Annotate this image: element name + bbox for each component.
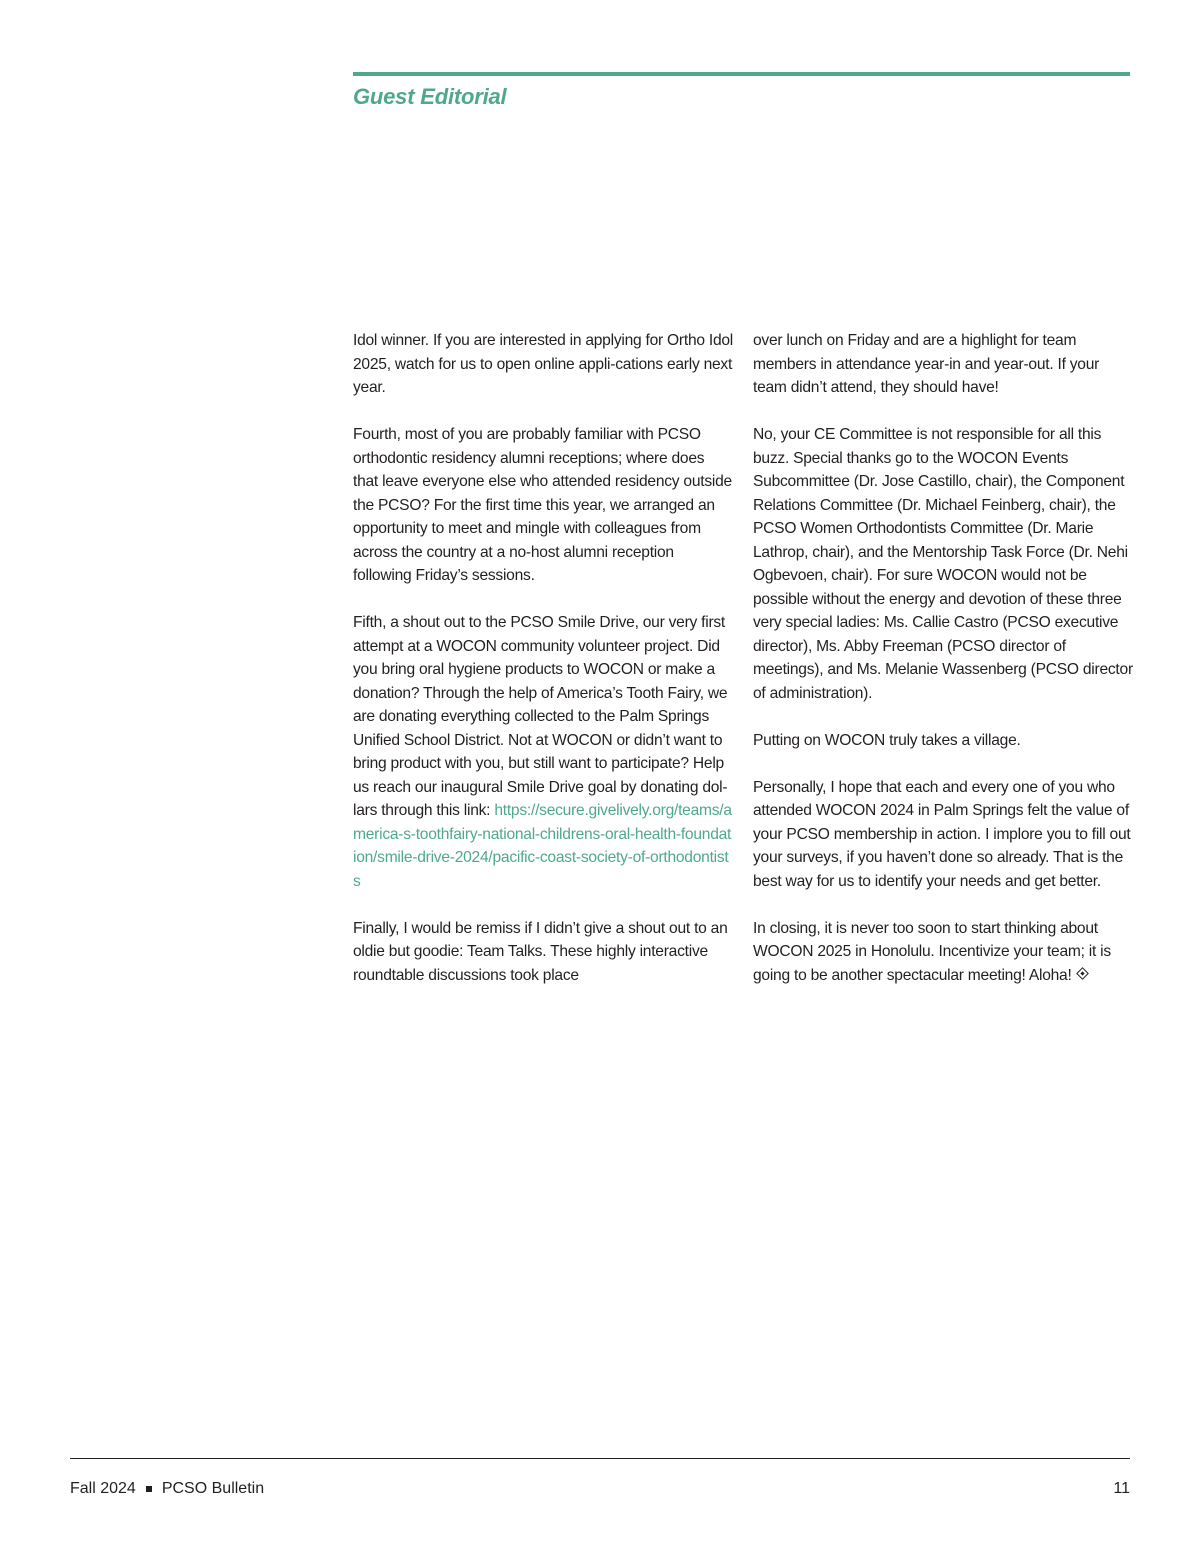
end-of-article-icon [1076,967,1089,980]
paragraph: over lunch on Friday and are a highlight for team members in attendance year-in and year-out. If your team didn’t attend, they should have! [753,332,1100,396]
smile-drive-donation-link[interactable]: https://secure.givelively.org/teams/america-s-toothfairy-national-childrens-oral-health-foundation/smile-drive-2024/pacific-coast-society-of-orthodontists [353,802,732,890]
paragraph: Personally, I hope that each and every one of you who attended WOCON 2024 in Palm Springs felt the value of your PCSO membership in action. I implore you to fill out your surveys, if you haven’t done so already. That is the best way for us to identify your needs and get better. [753,778,1131,890]
paragraph-text: In closing, it is never too soon to start thinking about WOCON 2025 in Honolulu. Incentivize your team; it is going to be another spectacular meeting! Aloha! [753,919,1111,984]
paragraph: No, your CE Committee is not responsible for all this buzz. Special thanks go to the WOCON Events Subcommittee (Dr. Jose Castillo, chair), the Component Relations Committee (Dr. Michael Feinberg, chair), the PCSO Women Orthodontists Committee (Dr. Marie Lathrop, chair), and the Mentorship Task Force (Dr. Nehi Ogbevoen, chair). For sure WOCON would not be possible without the energy and devotion of these three very special ladies: Ms. Callie Castro (PCSO executive director), Ms. Abby Freeman (PCSO director of meetings), and Ms. Melanie Wassenberg (PCSO director of administration). [753,426,1133,702]
paragraph-text: Fifth, a shout out to the PCSO Smile Drive, our very first attempt at a WOCON community volunteer project. Did you bring oral hygiene products to WOCON or make a donation? Through the help of America’s Tooth Fairy, we are donating everything collected to the Palm Springs Unified School District. Not at WOCON or didn’t want to bring product with you, but still want to participate? Help us reach our inaugural Smile Drive goal by donating dol-lars through this link: [353,614,728,819]
section-header-rule [353,72,1130,76]
article-column-right [753,329,1133,1011]
page-number: 11 [1113,1480,1130,1497]
paragraph: Finally, I would be remiss if I didn’t give a shout out to an oldie but goodie: Team Talks. These highly interactive roundtable discussions took place [353,919,728,984]
paragraph: Idol winner. If you are interested in applying for Ortho Idol 2025, watch for us to open online appli-cations early next year. [353,332,734,396]
paragraph-smile-drive [353,611,733,893]
footer-rule [70,1458,1130,1459]
paragraph: Fourth, most of you are probably familiar with PCSO orthodontic residency alumni receptions; where does that leave everyone else who attended residency outside the PCSO? For the first time this year, we arranged an opportunity to meet and mingle with colleagues from across the country at a no-host alumni reception following Friday’s sessions. [353,426,732,584]
section-title: Guest Editorial [353,84,507,109]
article-column-left [353,329,733,1011]
footer-issue: Fall 2024 [70,1480,136,1497]
footer-publication-info [70,1480,264,1498]
paragraph-closing [753,917,1133,988]
footer-publication: PCSO Bulletin [161,1480,265,1497]
square-bullet-icon [146,1486,152,1492]
paragraph: Putting on WOCON truly takes a village. [753,731,1021,749]
